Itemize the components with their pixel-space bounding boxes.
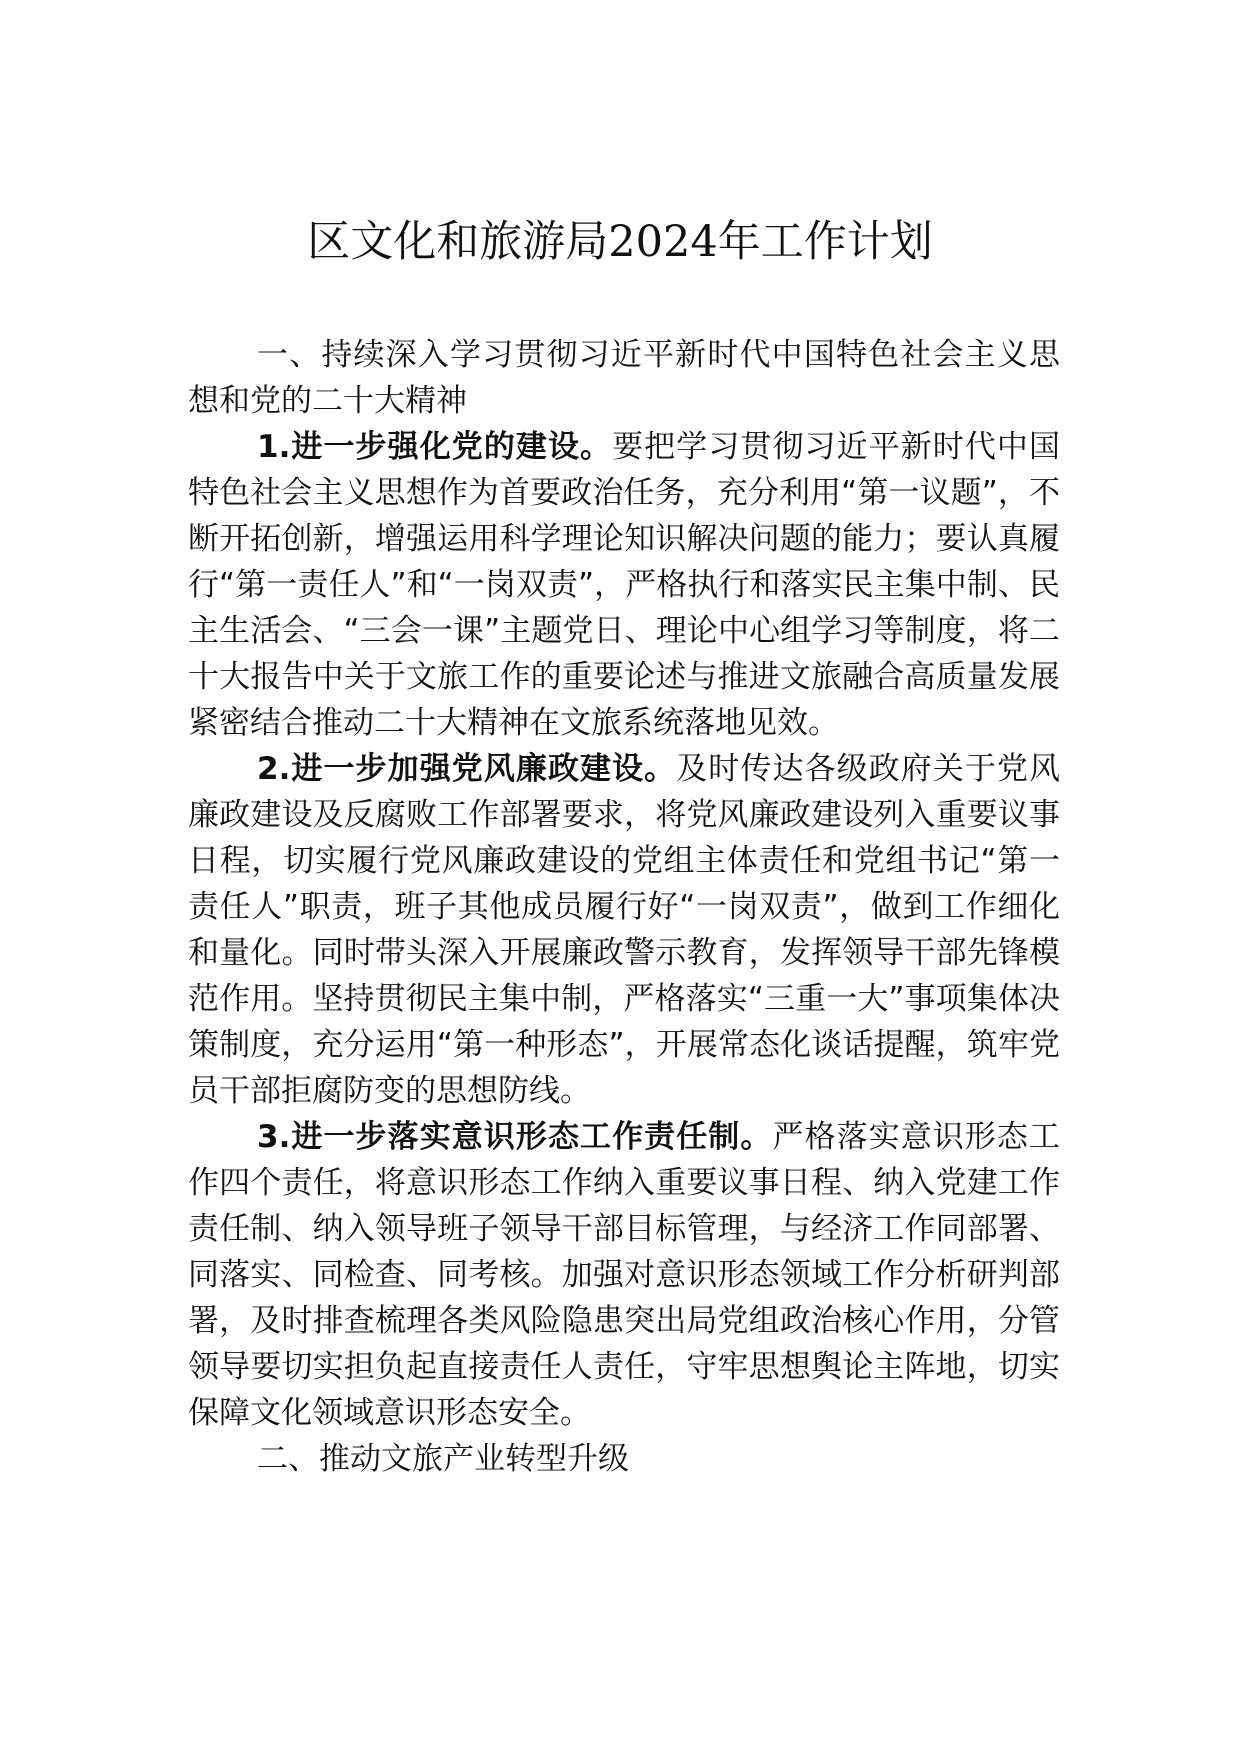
item-text-3: 严格落实意识形态工作四个责任，将意识形态工作纳入重要议事日程、纳入党建工作责任制、纳入领导班子领导干部目标管理，与经济工作同部署、同落实、同检查、同考核。加强对意识形态领域工作分析研判部署，及时排查梳理各类风险隐患突出局党组政治核心作用，分管领导要切实担负起直接责任人责任，守牢思想舆论主阵地，切实保障文化领域意识形态安全。 [188,1119,1060,1431]
item-paragraph-1 [188,424,1060,746]
item-text-2: 及时传达各级政府关于党风廉政建设及反腐败工作部署要求，将党风廉政建设列入重要议事日程，切实履行党风廉政建设的党组主体责任和党组书记“第一责任人”职责，班子其他成员履行好“一岗双责”，做到工作细化和量化。同时带头深入开展廉政警示教育，发挥领导干部先锋模范作用。坚持贯彻民主集中制，严格落实“三重一大”事项集体决策制度，充分运用“第一种形态”，开展常态化谈话提醒，筑牢党员干部拒腐防变的思想防线。 [188,751,1060,1109]
item-lead-3: 3.进一步落实意识形态工作责任制。 [257,1119,773,1155]
item-text-1: 要把学习贯彻习近平新时代中国特色社会主义思想作为首要政治任务，充分利用“第一议题”，不断开拓创新，增强运用科学理论知识解决问题的能力；要认真履行“第一责任人”和“一岗双责”，严格执行和落实民主集中制、民主生活会、“三会一课”主题党日、理论中心组学习等制度，将二十大报告中关于文旅工作的重要论述与推进文旅融合高质量发展紧密结合推动二十大精神在文旅系统落地见效。 [188,429,1060,741]
item-lead-1: 1.进一步强化党的建设。 [257,429,613,465]
section-heading-2: 二、推动文旅产业转型升级 [257,1441,629,1477]
document-title: 区文化和旅游局2024年工作计划 [307,217,933,267]
document-body [188,332,1060,1482]
item-paragraph-2 [188,746,1060,1114]
item-lead-2: 2.进一步加强党风廉政建设。 [257,751,677,787]
item-paragraph-3 [188,1114,1060,1436]
section-heading-1: 一、持续深入学习贯彻习近平新时代中国特色社会主义思想和党的二十大精神 [188,337,1060,419]
